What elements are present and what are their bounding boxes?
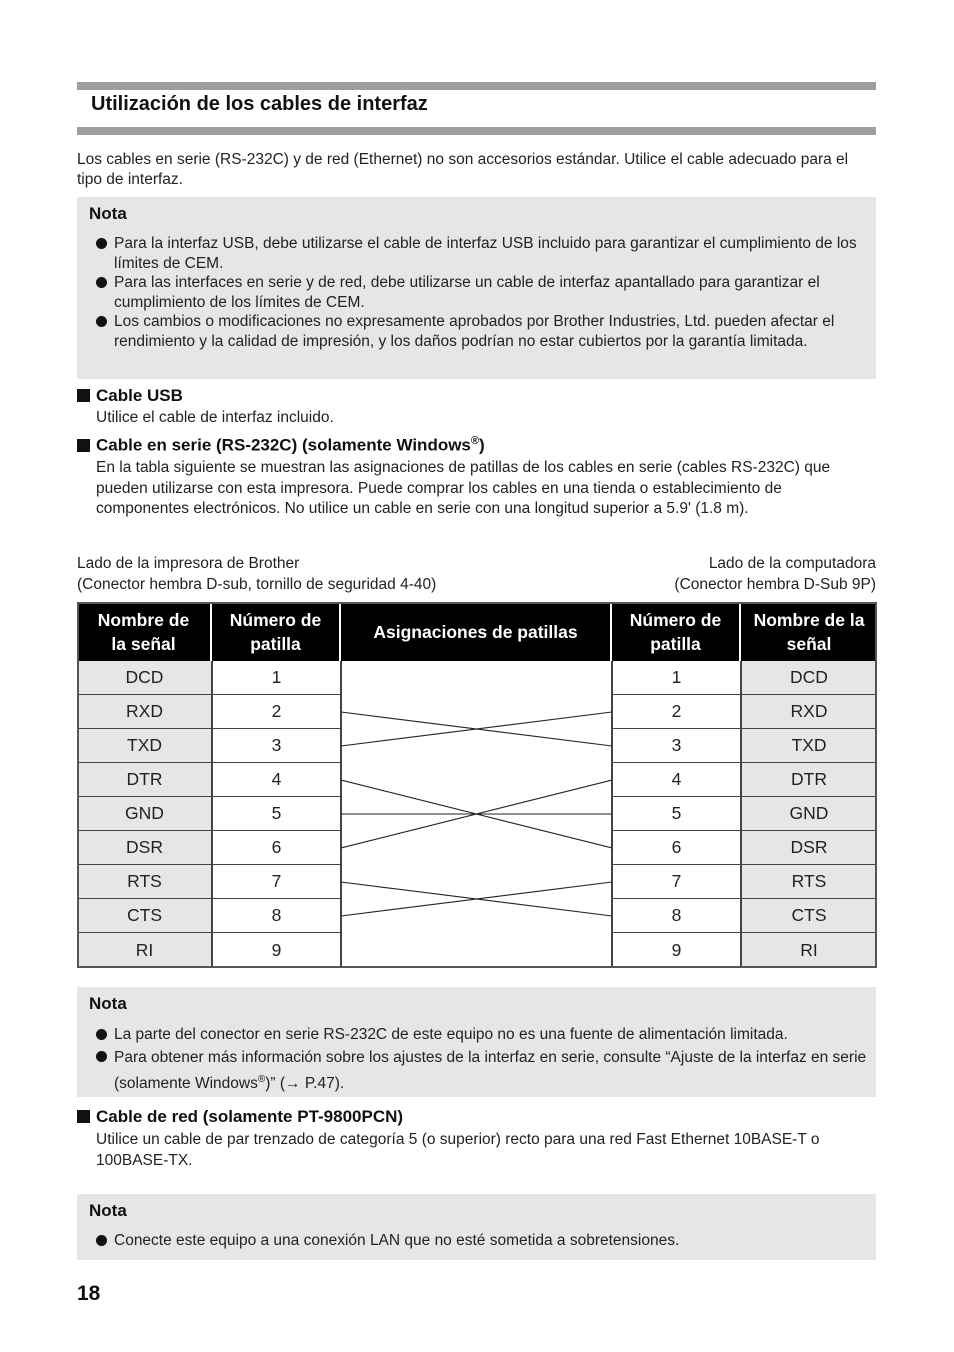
section-title: Utilización de los cables de interfaz — [91, 93, 428, 115]
cell-signal-right: RI — [741, 933, 877, 967]
pin-wiring-diagram — [341, 661, 612, 969]
note-text — [114, 1047, 874, 1095]
cell-signal-left: RXD — [77, 695, 212, 729]
cell-pin-left: 8 — [212, 899, 341, 933]
cell-signal-right: DTR — [741, 763, 877, 797]
cell-pin-right: 7 — [612, 865, 741, 899]
square-bullet-icon — [77, 1110, 90, 1123]
cell-signal-left: RTS — [77, 865, 212, 899]
note-title: Nota — [89, 204, 127, 223]
note-text: Los cambios o modificaciones no expresamente aprobados por Brother Industries, Ltd. pueden afectar el rendimiento y la calidad de impresión, y los daños podrían no estar cubiertos por la garantía limitada. — [114, 313, 835, 350]
registered-mark: ® — [257, 1074, 266, 1085]
usb-heading — [77, 386, 183, 406]
header-signal-left: Nombre de la señal — [77, 602, 212, 661]
serial-title-end: ) — [479, 435, 485, 455]
cell-signal-left: TXD — [77, 729, 212, 763]
cell-signal-left: DSR — [77, 831, 212, 865]
header-signal-right: Nombre de la señal — [741, 602, 877, 661]
usb-text: Utilice el cable de interfaz incluido. — [96, 409, 334, 426]
usb-title: Cable USB — [96, 386, 183, 405]
note-text: Para la interfaz USB, debe utilizarse el cable de interfaz USB incluido para garantizar el cumplimiento de los límites de CEM. — [114, 235, 857, 272]
note-box-3 — [77, 1194, 876, 1260]
cell-pin-left: 2 — [212, 695, 341, 729]
bullet-icon — [96, 277, 107, 288]
cell-signal-right: GND — [741, 797, 877, 831]
cell-pin-right: 9 — [671, 939, 682, 960]
cell-signal-right: DSR — [741, 831, 877, 865]
cell-pin-right: 3 — [612, 729, 741, 763]
cell-pin-right: 8 — [612, 899, 741, 933]
network-heading — [77, 1107, 403, 1127]
computer-side-connector: (Conector hembra D-Sub 9P) — [674, 576, 876, 593]
network-text: Utilice un cable de par trenzado de categoría 5 (o superior) recto para una red Fast Ethernet 10BASE-T o 100BASE-TX. — [96, 1131, 820, 1169]
cell-pin-right: 1 — [612, 661, 741, 695]
note-text-part: Para obtener más información sobre los ajustes de la interfaz en serie, consulte “Ajuste de la interfaz en serie (solamente Windows — [114, 1049, 867, 1093]
cell-pin-left: 9 — [271, 939, 282, 960]
serial-heading — [77, 435, 485, 456]
intro-paragraph: Los cables en serie (RS-232C) y de red (Ethernet) no son accesorios estándar. Utilice el cable adecuado para el tipo de interfaz. — [77, 151, 849, 188]
header-pin-left: Número de patilla — [212, 602, 341, 661]
square-bullet-icon — [77, 439, 90, 452]
printer-side-line: Lado de la impresora de Brother — [77, 555, 300, 572]
bullet-icon — [96, 316, 107, 327]
cell-signal-right: CTS — [741, 899, 877, 933]
serial-text: En la tabla siguiente se muestran las asignaciones de patillas de los cables en serie (cables RS-232C) que pueden utilizarse con esta impresora. Puede comprar los cables en una tienda o establecimiento de componentes electrónicos. No utilice un cable en serie con una longitud superior a 5.9' (1.8 m). — [96, 459, 831, 517]
cell-pin-left: 5 — [212, 797, 341, 831]
pin-assignment-table — [77, 602, 877, 969]
bullet-icon — [96, 1051, 107, 1062]
cell-pin-left: 1 — [212, 661, 341, 695]
header-pin-right: Número de patilla — [612, 602, 741, 661]
bullet-icon — [96, 238, 107, 249]
cell-signal-left: DTR — [77, 763, 212, 797]
cell-signal-left: RI — [77, 933, 212, 967]
network-title: Cable de red (solamente PT-9800PCN) — [96, 1107, 404, 1126]
cell-pin-left: 4 — [212, 763, 341, 797]
note-text: Para las interfaces en serie y de red, debe utilizarse un cable de interfaz apantallado para garantizar el cumplimiento de los límites de CEM. — [114, 274, 820, 311]
note-text: La parte del conector en serie RS-232C de este equipo no es una fuente de alimentación limitada. — [114, 1026, 788, 1043]
square-bullet-icon — [77, 389, 90, 402]
computer-side-line: Lado de la computadora — [708, 555, 876, 572]
cell-pin-right: 5 — [612, 797, 741, 831]
note-title: Nota — [89, 1201, 127, 1220]
cell-signal-right: TXD — [741, 729, 877, 763]
note-text: Conecte este equipo a una conexión LAN que no esté sometida a sobretensiones. — [114, 1232, 680, 1249]
serial-title: Cable en serie (RS-232C) (solamente Windows — [96, 435, 471, 455]
note-title: Nota — [89, 994, 127, 1013]
cell-signal-right: RXD — [741, 695, 877, 729]
cell-signal-left: DCD — [77, 661, 212, 695]
cell-pin-left: 7 — [212, 865, 341, 899]
page-number: 18 — [77, 1282, 101, 1305]
cell-pin-right: 2 — [612, 695, 741, 729]
computer-side-label — [674, 553, 876, 595]
cell-pin-left: 3 — [212, 729, 341, 763]
cell-signal-left: GND — [77, 797, 212, 831]
cell-pin-right: 4 — [612, 763, 741, 797]
cell-pin-left: 6 — [212, 831, 341, 865]
header-assignments: Asignaciones de patillas — [341, 602, 612, 661]
printer-side-connector: (Conector hembra D-sub, tornillo de seguridad 4-40) — [77, 576, 437, 593]
cell-signal-right: RTS — [741, 865, 877, 899]
heading-top-bar — [77, 82, 876, 90]
bullet-icon — [96, 1235, 107, 1246]
cell-pin-right: 6 — [612, 831, 741, 865]
bullet-icon — [96, 1029, 107, 1040]
heading-bottom-bar — [77, 127, 876, 135]
registered-mark: ® — [470, 435, 479, 447]
note-box-2 — [77, 987, 876, 1097]
page-reference-link: )” (→ P.47). — [265, 1075, 345, 1093]
cell-signal-right: DCD — [741, 661, 877, 695]
note-box-1 — [77, 197, 876, 379]
cell-signal-left: CTS — [77, 899, 212, 933]
printer-side-label — [77, 553, 436, 595]
